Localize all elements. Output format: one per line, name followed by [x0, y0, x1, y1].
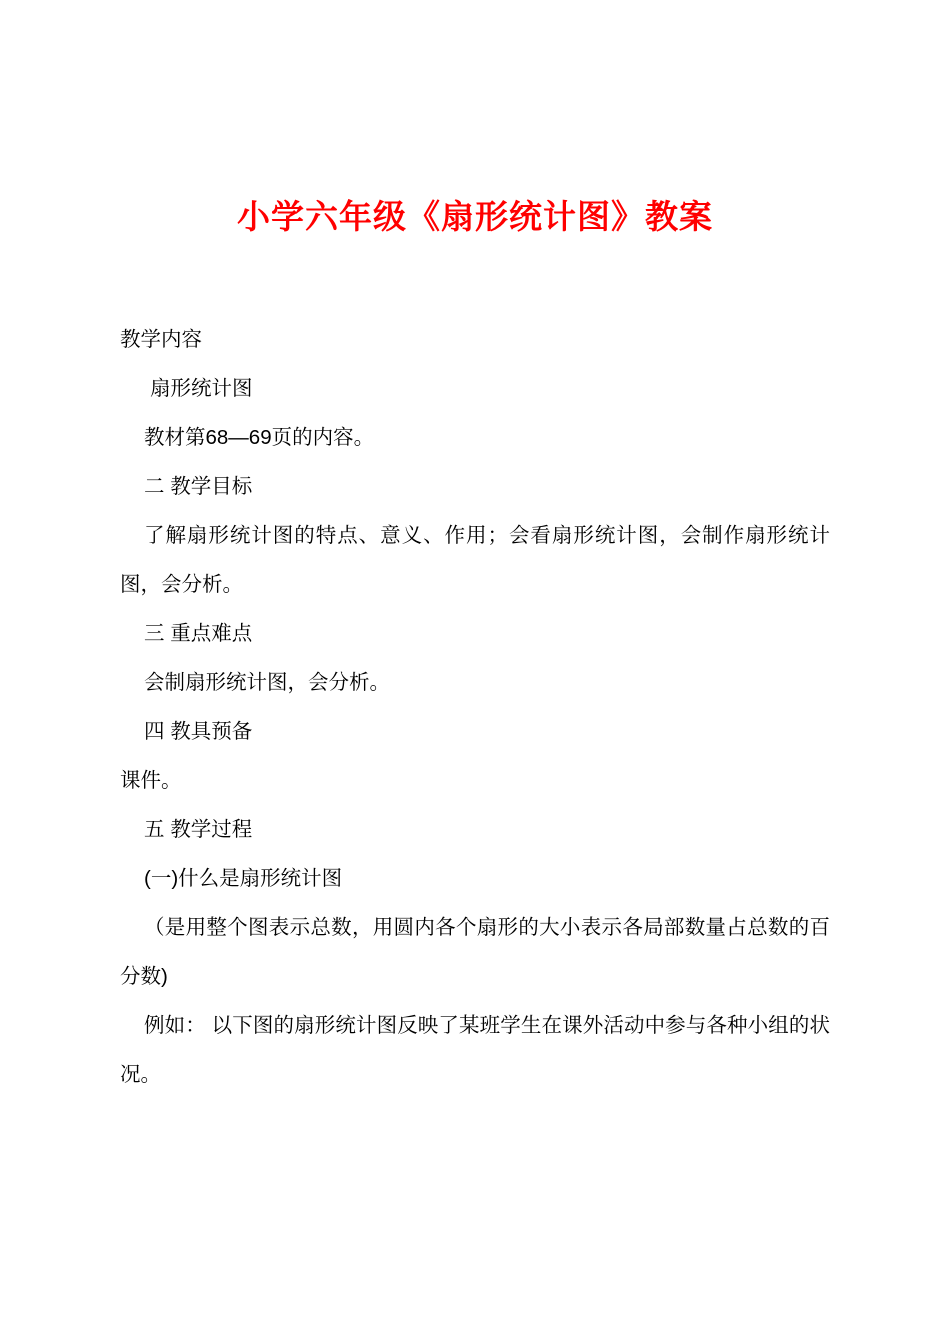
- paragraph-section-materials: 四 教具预备: [144, 719, 253, 743]
- paragraph-objectives-detail: 了解扇形统计图的特点、意义、作用；会看扇形统计图，会制作扇形统计图，会分析。: [120, 523, 830, 596]
- paragraph-example: 例如： 以下图的扇形统计图反映了某班学生在课外活动中参与各种小组的状况。: [120, 1013, 830, 1086]
- document-body: [120, 315, 830, 1099]
- paragraph-section-process: 五 教学过程: [144, 817, 253, 841]
- page-title: 小学六年级《扇形统计图》教案: [237, 198, 713, 235]
- paragraph-textbook-pages: 教材第68—69页的内容。: [144, 425, 375, 449]
- paragraph-materials-detail: 课件。: [120, 768, 182, 792]
- paragraph-section-objectives: 二 教学目标: [144, 474, 253, 498]
- paragraph-teaching-content: 教学内容: [120, 327, 202, 351]
- paragraph-key-points-detail: 会制扇形统计图，会分析。: [144, 670, 390, 694]
- paragraph-definition-detail: （是用整个图表示总数，用圆内各个扇形的大小表示各局部数量占总数的百分数): [120, 915, 830, 988]
- paragraph-subsection-definition: (一)什么是扇形统计图: [144, 866, 343, 890]
- paragraph-section-key-points: 三 重点难点: [144, 621, 253, 645]
- paragraph-topic: 扇形统计图: [150, 376, 253, 400]
